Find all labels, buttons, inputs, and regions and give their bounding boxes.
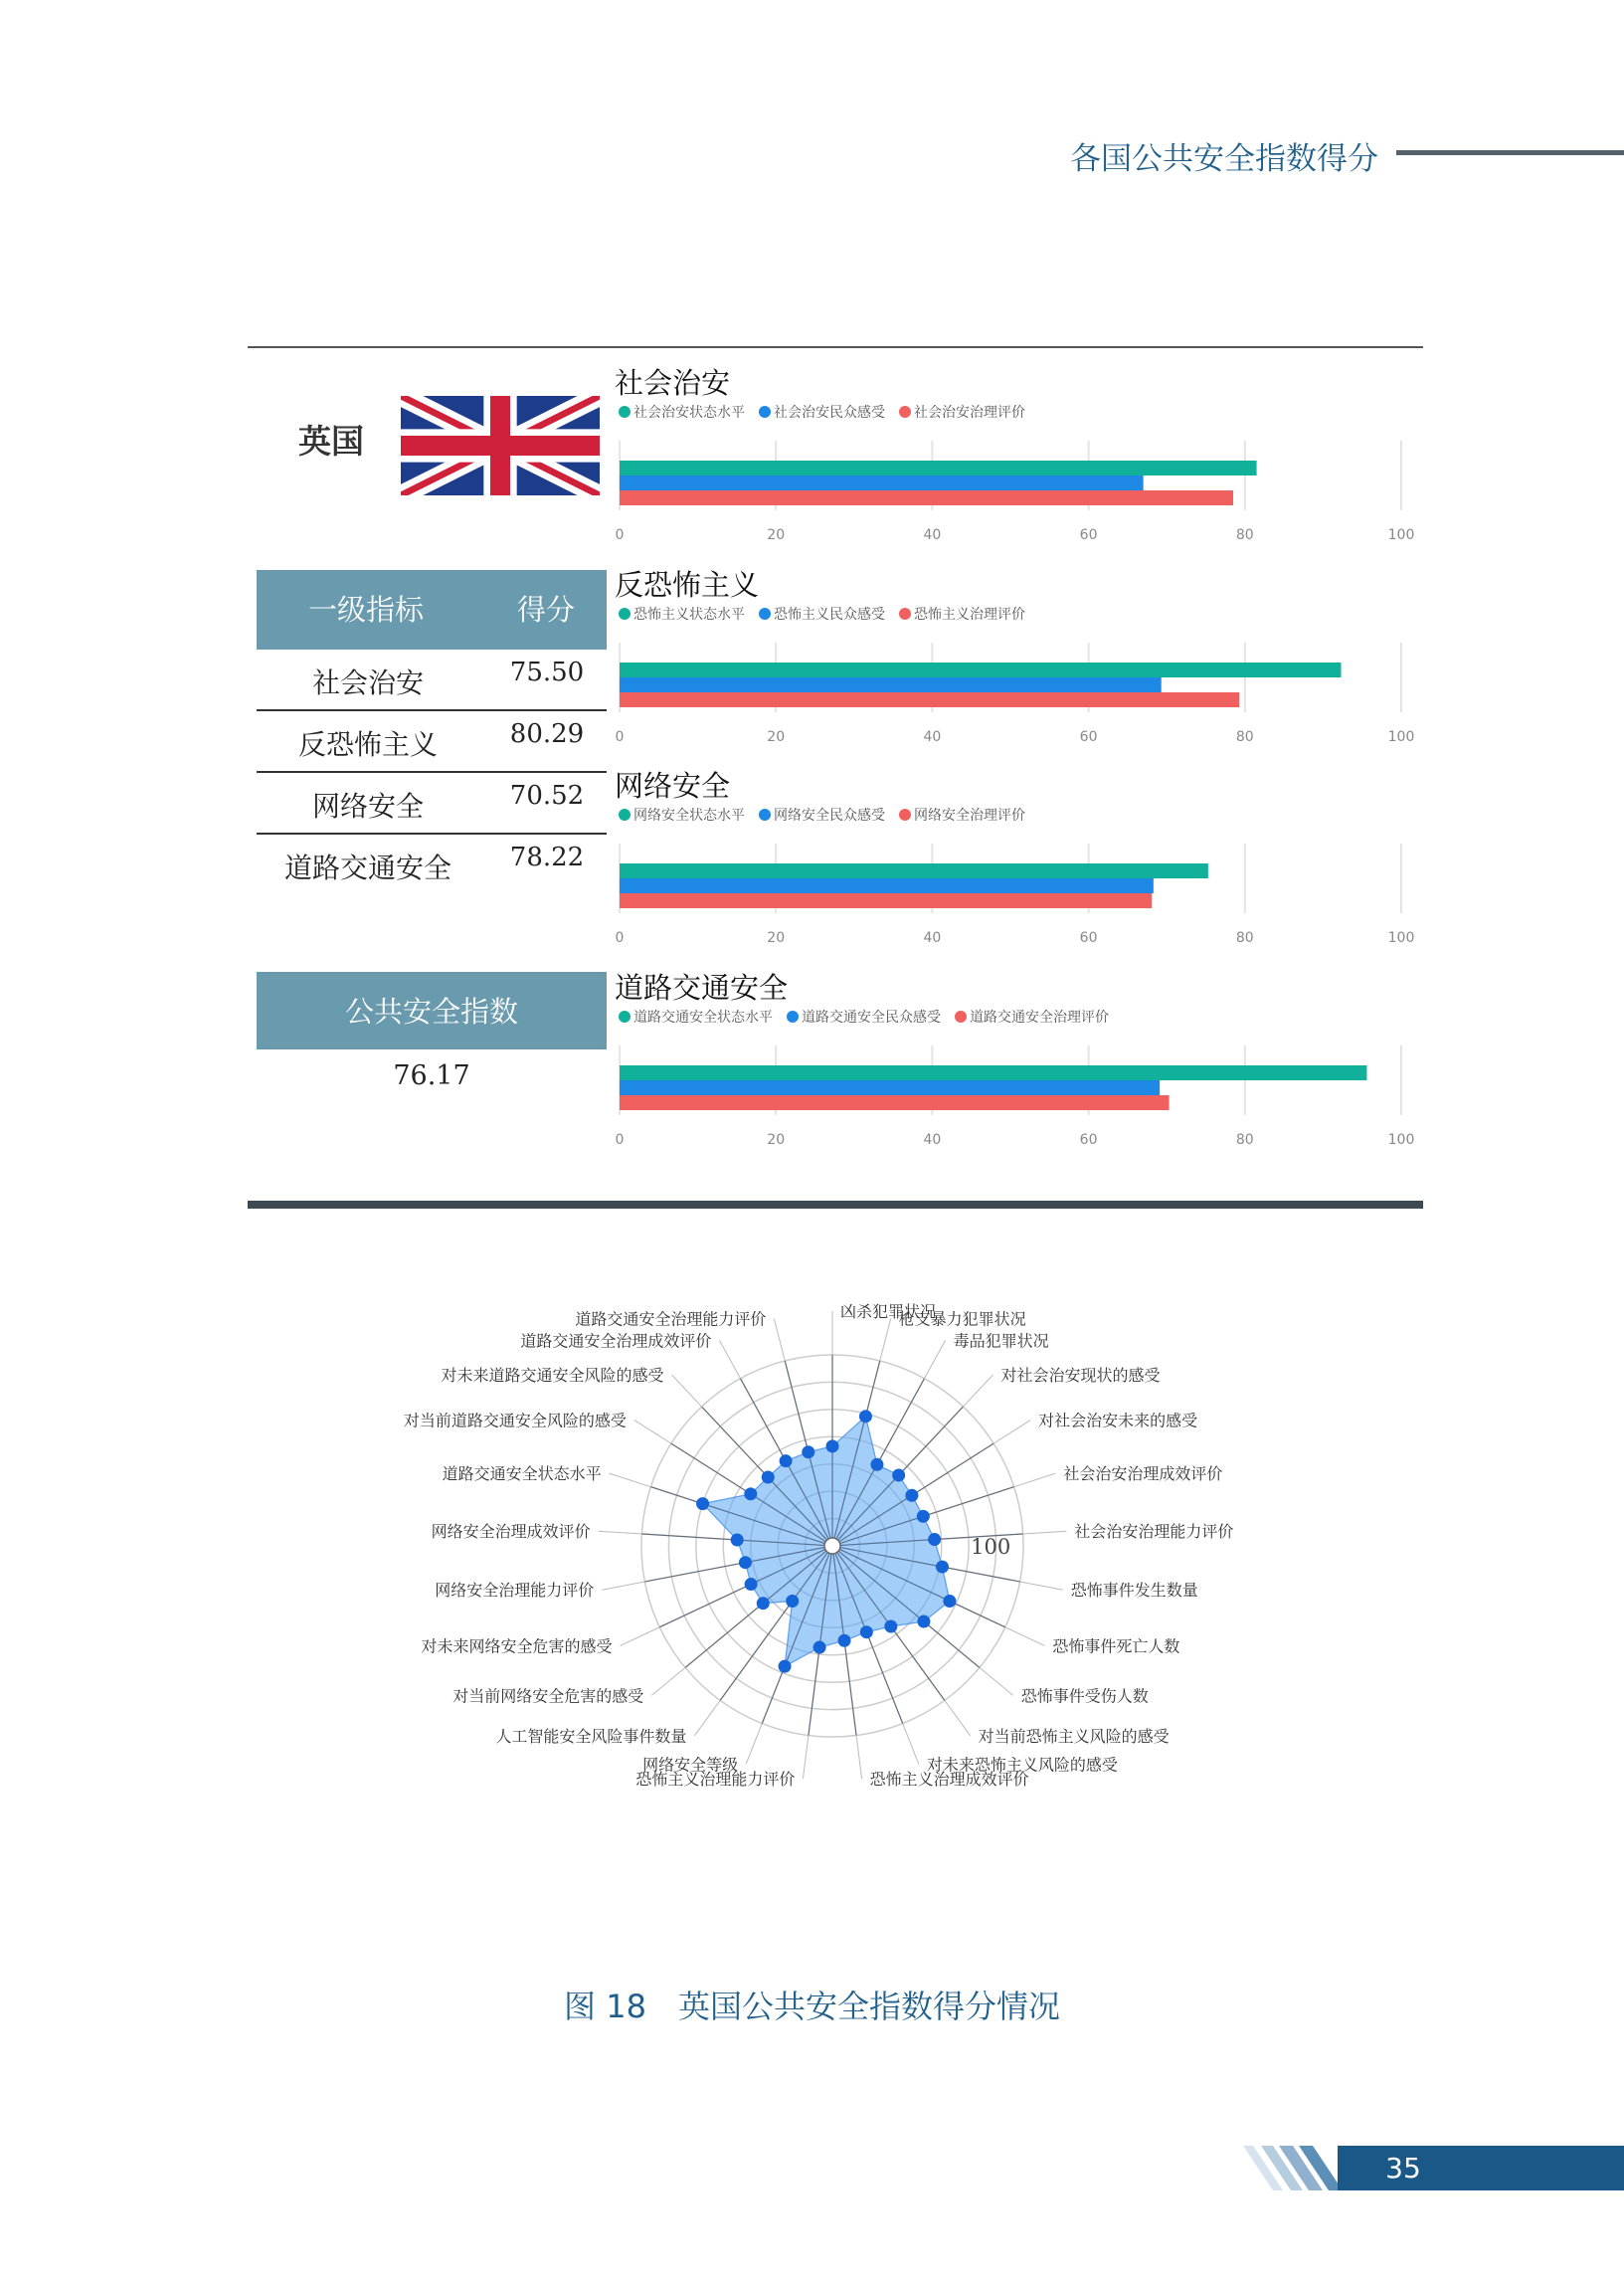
radar-axis-label: 枪支暴力犯罪状况 [898,1309,1026,1329]
score-table-header [257,570,607,650]
legend-marker [759,608,771,620]
radar-axis-label: 人工智能安全风险事件数量 [495,1726,687,1746]
bar [620,893,1152,908]
bar [620,475,1144,490]
x-tick-label: 40 [923,930,942,946]
legend-label: 恐怖主义治理评价 [914,607,1025,623]
legend-marker [619,608,631,620]
radar-point [786,1595,799,1608]
radar-leader [621,1627,660,1646]
radar-axis-label: 道路交通安全治理能力评价 [575,1309,767,1329]
radar-leader [719,1340,740,1378]
x-tick-label: 20 [767,930,786,946]
radar-point [779,1660,792,1673]
x-tick-label: 0 [615,527,625,543]
radar-axis-label: 社会治安治理能力评价 [1074,1522,1234,1542]
legend-marker [619,809,631,821]
legend-label: 恐怖主义状态水平 [633,607,745,623]
x-tick-label: 40 [923,527,942,543]
radar-axis-label: 对当前恐怖主义风险的感受 [978,1726,1170,1746]
radar-leader [1005,1627,1045,1646]
x-tick-label: 100 [1387,729,1415,745]
chart-title: 网络安全 [615,769,731,803]
table-row [257,709,607,771]
legend-marker [955,1011,967,1023]
radar-axis-label: 社会治安治理成效评价 [1063,1464,1223,1484]
bar-chart-cyber-security [614,766,1429,965]
legend-label: 道路交通安全状态水平 [633,1010,773,1026]
x-tick-label: 60 [1079,930,1098,946]
legend-label: 道路交通安全民众感受 [802,1010,941,1026]
radar-axis-label: 恐怖事件死亡人数 [1052,1636,1180,1656]
indicator-score: 78.22 [509,843,585,872]
x-tick-label: 60 [1079,1132,1098,1148]
legend-label: 网络安全民众感受 [774,808,885,824]
bar-chart-counter-terrorism [614,565,1429,764]
radar-point [928,1533,941,1546]
radar-leader [803,1735,809,1779]
x-tick-label: 0 [615,729,625,745]
indicator-label: 网络安全 [311,790,424,823]
bar [620,490,1233,505]
x-tick-label: 0 [615,930,625,946]
section-top-rule [248,346,1423,348]
radar-point [762,1471,775,1484]
x-tick-label: 80 [1235,1132,1254,1148]
radar-axis-label: 道路交通安全状态水平 [442,1464,602,1484]
radar-axis-label: 恐怖事件受伤人数 [1020,1686,1149,1706]
radar-point [739,1556,752,1569]
legend-label: 社会治安民众感受 [774,405,885,421]
table-row [257,650,607,709]
legend-marker [787,1011,799,1023]
x-tick-label: 100 [1387,930,1415,946]
radar-point [696,1497,709,1510]
radar-point [826,1439,839,1452]
radar-point [744,1487,757,1500]
radar-axis-label: 网络安全治理成效评价 [431,1522,591,1542]
radar-point [859,1410,872,1423]
figure-caption: 图 18 英国公共安全指数得分情况 [564,1988,1060,2025]
radar-axis-label: 对当前道路交通安全风险的感受 [403,1411,627,1430]
country-name: 英国 [298,422,364,461]
radar-leader [993,1421,1030,1444]
page-header-title: 各国公共安全指数得分 [1070,141,1378,177]
page-number-badge [1338,2146,1624,2190]
radar-leader [634,1421,671,1444]
x-tick-label: 40 [923,1132,942,1148]
chart-title: 反恐怖主义 [615,568,760,602]
radar-leader [924,1340,945,1378]
radar-ring-label: 100 [971,1535,1011,1559]
radar-point [731,1533,744,1546]
radar-point [780,1454,793,1467]
radar-point [905,1489,918,1502]
radar-point [892,1469,905,1482]
legend-label: 恐怖主义民众感受 [774,607,885,623]
bar [620,1065,1366,1080]
radar-point [860,1625,873,1638]
radar-leader [945,1700,971,1736]
radar-leader [651,1667,685,1695]
radar-axis-label: 道路交通安全治理成效评价 [520,1331,712,1351]
x-tick-label: 0 [615,1132,625,1148]
radar-axis-label: 网络安全治理能力评价 [435,1581,595,1601]
radar-axis-label: 网络安全等级 [642,1755,739,1775]
radar-axis-label: 凶杀犯罪状况 [840,1302,937,1322]
radar-point [757,1597,770,1610]
bar [620,878,1154,893]
legend-marker [619,1011,631,1023]
bar [620,663,1341,677]
radar-axis-label: 对未来恐怖主义风险的感受 [926,1755,1118,1775]
radar-point [943,1595,956,1608]
radar-axis-label: 对社会治安未来的感受 [1038,1411,1198,1430]
radar-leader [856,1735,862,1779]
legend-marker [899,608,911,620]
legend-marker [619,406,631,418]
x-tick-label: 100 [1387,527,1415,543]
legend-label: 社会治安治理评价 [914,405,1025,421]
bar [620,1080,1160,1095]
radar-leader [903,1724,919,1765]
bar [620,677,1162,692]
radar-chart [298,1219,1333,1869]
x-tick-label: 100 [1387,1132,1415,1148]
table-row [257,833,607,894]
x-tick-label: 20 [767,729,786,745]
chart-title: 道路交通安全 [615,971,789,1005]
page-number: 35 [1385,2152,1421,2184]
indicator-score: 75.50 [509,658,585,687]
bar [620,461,1257,475]
public-safety-index-value: 76.17 [393,1060,470,1091]
footer-stripes [1233,2146,1343,2190]
radar-axis-label: 对当前网络安全危害的感受 [452,1686,644,1706]
indicator-label: 社会治安 [311,666,424,699]
radar-axis-label: 恐怖主义治理成效评价 [869,1770,1029,1790]
radar-leader [980,1667,1013,1695]
legend-marker [759,809,771,821]
bar-chart-social-order [614,363,1429,562]
radar-leader [610,1473,651,1487]
radar-axis-label: 对未来网络安全危害的感受 [421,1636,613,1656]
public-safety-index-label: 公共安全指数 [344,995,518,1029]
radar-point [870,1458,883,1471]
radar-point [838,1634,851,1647]
radar-leader [1023,1531,1067,1534]
bar [620,692,1239,707]
x-tick-label: 80 [1235,729,1254,745]
radar-axis-label: 毒品犯罪状况 [953,1331,1049,1351]
radar-point [936,1561,949,1574]
radar-point [917,1510,930,1523]
bar [620,1095,1170,1110]
radar-leader [1014,1473,1056,1487]
radar-axis-label: 恐怖主义治理能力评价 [635,1770,796,1790]
radar-point [745,1578,758,1591]
score-table [257,650,607,894]
radar-leader [599,1531,642,1534]
x-tick-label: 20 [767,1132,786,1148]
radar-leader [774,1319,785,1362]
public-safety-index-header [257,972,607,1049]
indicator-score: 80.29 [509,719,585,749]
legend-label: 道路交通安全治理评价 [970,1010,1109,1026]
table-row [257,771,607,833]
x-tick-label: 80 [1235,527,1254,543]
indicator-label: 道路交通安全 [283,852,451,884]
bar-chart-road-safety [614,968,1429,1167]
radar-axis-label: 对社会治安现状的感受 [1000,1366,1161,1386]
radar-point [917,1615,930,1628]
legend-marker [759,406,771,418]
legend-label: 社会治安状态水平 [633,405,745,421]
radar-leader [963,1375,992,1407]
x-tick-label: 40 [923,729,942,745]
radar-leader [602,1582,644,1590]
legend-marker [899,406,911,418]
radar-axis-label: 恐怖事件发生数量 [1070,1581,1198,1601]
radar-center [824,1538,840,1554]
radar-leader [1020,1582,1063,1590]
legend-label: 网络安全治理评价 [914,808,1025,824]
header-rule [1396,150,1624,155]
uk-flag-icon [401,396,600,495]
indicator-label: 反恐怖主义 [297,728,438,761]
radar-point [802,1445,814,1458]
score-column-header: 得分 [517,593,576,627]
x-tick-label: 20 [767,527,786,543]
radar-leader [694,1700,720,1736]
indicator-score: 70.52 [509,781,585,811]
radar-point [813,1641,826,1654]
x-tick-label: 60 [1079,527,1098,543]
bar [620,863,1208,878]
radar-leader [880,1319,891,1362]
radar-leader [672,1375,702,1407]
radar-point [884,1619,897,1632]
x-tick-label: 80 [1235,930,1254,946]
legend-marker [899,809,911,821]
x-tick-label: 60 [1079,729,1098,745]
legend-label: 网络安全状态水平 [633,808,745,824]
radar-leader [746,1724,762,1765]
section-divider [248,1201,1423,1209]
chart-title: 社会治安 [615,366,731,400]
radar-axis-label: 对未来道路交通安全风险的感受 [441,1366,664,1386]
indicator-column-header: 一级指标 [308,593,425,627]
